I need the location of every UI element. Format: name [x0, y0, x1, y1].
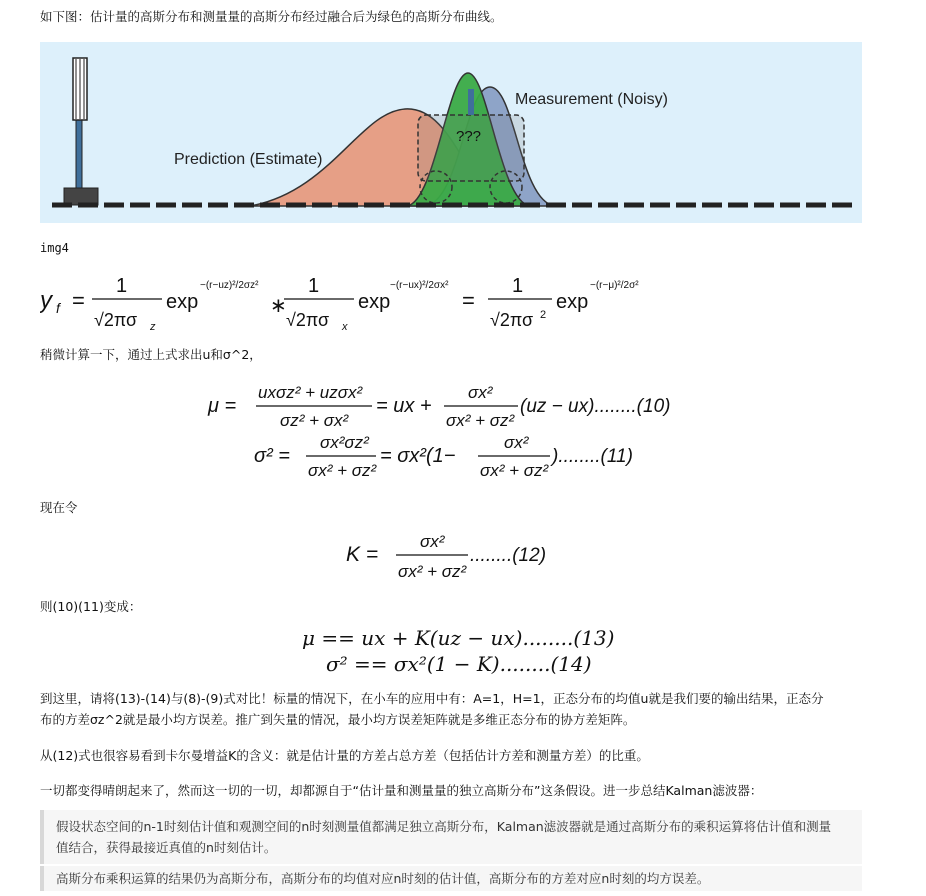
- svg-text:1: 1: [512, 275, 524, 297]
- svg-text:√2πσ: √2πσ: [94, 310, 138, 330]
- svg-text:exp: exp: [556, 291, 589, 313]
- svg-text:σx²: σx²: [468, 383, 493, 402]
- svg-text:σx²: σx²: [420, 532, 445, 551]
- svg-text:σx² + σz²: σx² + σz²: [398, 562, 467, 581]
- quote-2-text: 高斯分布乘积运算的结果仍为高斯分布，高斯分布的均值对应n时刻的估计值，高斯分布的方差对应n时刻的均方误差。: [56, 871, 710, 886]
- svg-text:σx²σz²: σx²σz²: [320, 433, 369, 452]
- svg-text:=: =: [462, 288, 475, 313]
- svg-text:=: =: [72, 288, 85, 313]
- svg-text:........(12): ........(12): [470, 545, 547, 566]
- svg-text:)........(11): )........(11): [552, 446, 633, 467]
- svg-text:y: y: [40, 287, 52, 314]
- svg-text:1: 1: [116, 275, 128, 297]
- equation-14: σ² == σx²(1 − K)........(14): [326, 652, 592, 676]
- svg-text:1: 1: [308, 275, 320, 297]
- svg-text:x: x: [342, 321, 348, 333]
- equation-12: [344, 523, 584, 589]
- image-caption: img4: [40, 241, 69, 255]
- svg-text:σx² + σz²: σx² + σz²: [308, 461, 377, 480]
- svg-text:2: 2: [540, 309, 547, 321]
- quote-1-line-2: 值结合，获得最接近真值的n时刻估计。: [56, 840, 277, 855]
- quote-block-2: [40, 866, 862, 891]
- measurement-label: Measurement (Noisy): [515, 91, 668, 108]
- svg-text:σz² + σx²: σz² + σx²: [280, 411, 349, 430]
- svg-text:−(r−μ)²/2σ²: −(r−μ)²/2σ²: [590, 280, 639, 291]
- svg-text:exp: exp: [358, 291, 391, 313]
- equation-13: μ == ux + K(uz − ux)........(13): [302, 626, 615, 650]
- now-paragraph: 现在令: [40, 500, 78, 515]
- all-paragraph: 一切都变得晴朗起来了，然而这一切的一切，却都源自于“估计量和测量量的独立高斯分布”这条假设。进一步总结Kalman滤波器：: [40, 783, 763, 798]
- here-paragraph-line1: 到这里，请将(13)-(14)与(8)-(9)式对比！标量的情况下，在小车的应用中有：A=1，H=1，正态分布的均值u就是我们要的输出结果，正态分: [40, 691, 824, 706]
- compute-paragraph: 稍微计算一下，通过上式求出u和σ^2，: [40, 347, 262, 362]
- quote-block-1: [40, 810, 862, 864]
- from-paragraph: 从(12)式也很容易看到卡尔曼增益K的含义：就是估计量的方差占总方差（包括估计方差和测量方差）的比重。: [40, 748, 649, 763]
- svg-text:= σx²(1−: = σx²(1−: [380, 445, 456, 467]
- svg-text:μ =: μ =: [208, 395, 237, 417]
- gaussian-fusion-figure: [40, 42, 862, 223]
- then-paragraph: 则(10)(11)变成：: [40, 599, 142, 614]
- equations-10-11: [200, 372, 720, 492]
- svg-text:σx² + σz²: σx² + σz²: [446, 411, 515, 430]
- svg-text:exp: exp: [166, 291, 199, 313]
- fusion-equation: [40, 266, 680, 334]
- antenna-tower-icon: [64, 58, 98, 205]
- svg-text:z: z: [150, 321, 156, 333]
- svg-text:K =: K =: [346, 543, 379, 566]
- unknown-label: ???: [456, 128, 482, 145]
- svg-text:f: f: [56, 300, 60, 316]
- svg-text:−(r−ux)²/2σx²: −(r−ux)²/2σx²: [390, 280, 449, 291]
- svg-text:−(r−uz)²/2σz²: −(r−uz)²/2σz²: [200, 280, 259, 291]
- intro-paragraph: 如下图：估计量的高斯分布和测量量的高斯分布经过融合后为绿色的高斯分布曲线。: [40, 9, 503, 24]
- svg-text:= ux +: = ux +: [376, 395, 432, 417]
- svg-text:uxσz² + uzσx²: uxσz² + uzσx²: [258, 383, 363, 402]
- svg-text:√2πσ: √2πσ: [286, 310, 330, 330]
- svg-text:σx²: σx²: [504, 433, 529, 452]
- prediction-label: Prediction (Estimate): [174, 151, 323, 168]
- quote-1-line-1: 假设状态空间的n-1时刻估计值和观测空间的n时刻测量值都满足独立高斯分布，Kalman滤波器就是通过高斯分布的乘积运算将估计值和测量: [56, 819, 832, 834]
- here-paragraph-line2: 布的方差σz^2就是最小均方误差。推广到矢量的情况，最小均方误差矩阵就是多维正态分布的协方差矩阵。: [40, 712, 636, 727]
- svg-text:σ² =: σ² =: [254, 445, 290, 467]
- svg-text:σx² + σz²: σx² + σz²: [480, 461, 549, 480]
- svg-text:√2πσ: √2πσ: [490, 310, 534, 330]
- svg-text:∗: ∗: [270, 295, 287, 317]
- svg-text:(uz − ux)........(10): (uz − ux)........(10): [520, 396, 671, 417]
